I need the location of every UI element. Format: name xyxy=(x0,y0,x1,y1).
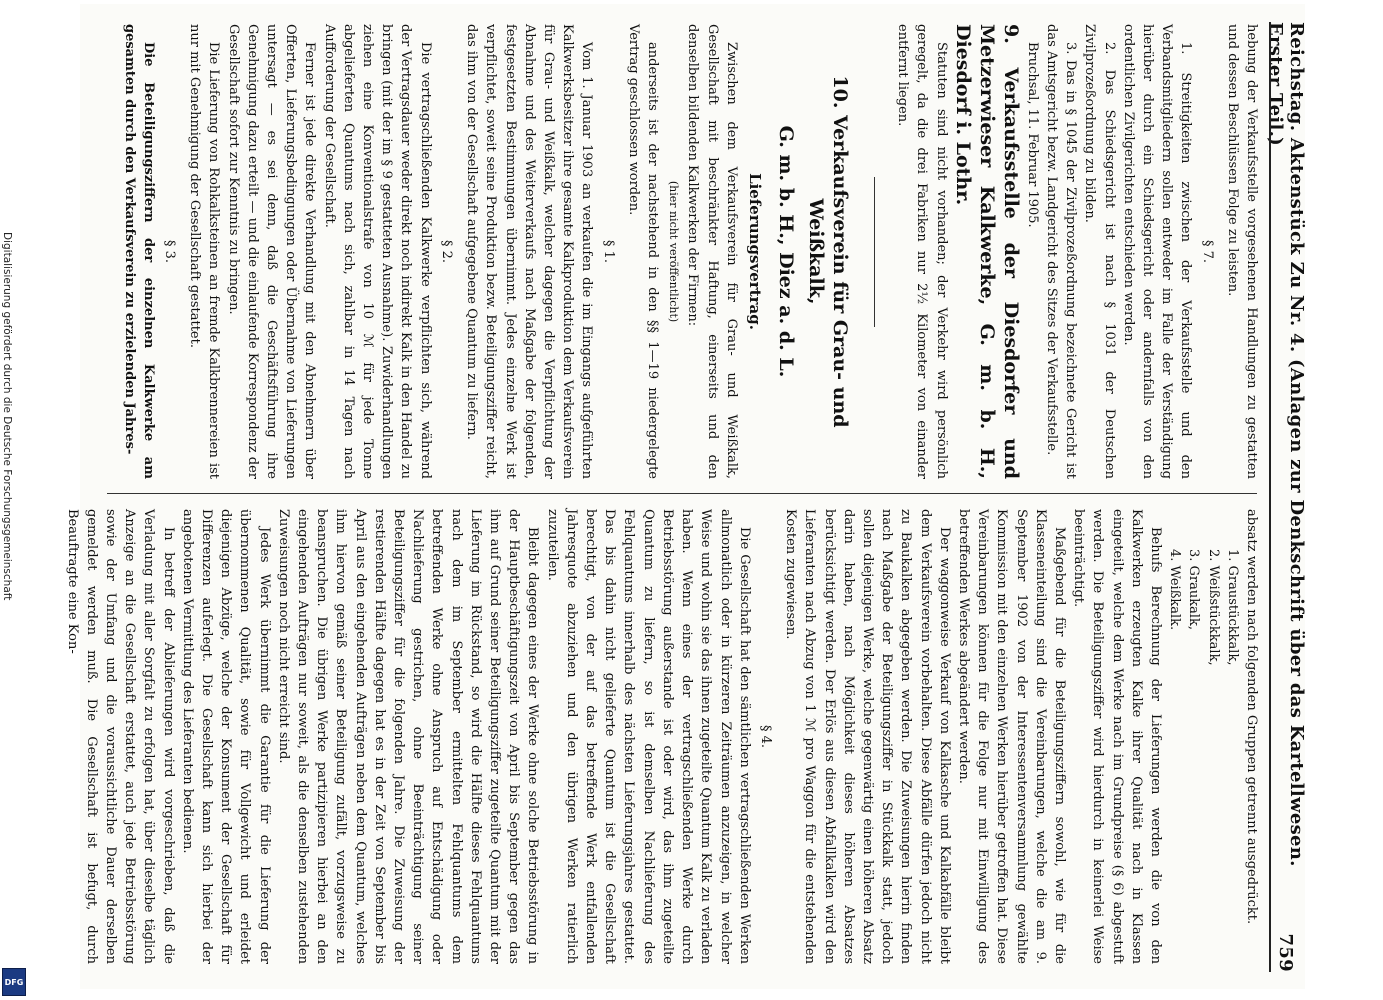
section-heading-7: § 7. xyxy=(1199,239,1215,264)
paragraph-7-1: 1. Streitigkeiten zwischen der Verkaufsstelle und den Verbandsmitgliedern sollen entweder im Falle der Verständigung hierüber durch ein Schiedsgericht oder andernfalls von den ordentlichen Zivilgerichten entschieden werden. xyxy=(1120,24,1194,479)
list-item: 1. Graustückkalk, xyxy=(1224,549,1240,666)
list-item: 4. Weißkalk. xyxy=(1167,549,1183,631)
heading-10-line1: 10. Verkaufsverein für Grau- und Weißkalk, xyxy=(804,75,851,428)
left-column xyxy=(101,24,1261,479)
digitization-footer xyxy=(0,2,28,998)
digitization-credit: Digitalisierung gefördert durch die Deutsche Forschungsgemeinschaft xyxy=(1,232,13,601)
group-list xyxy=(1165,549,1242,964)
list-item: 2. Weißstückkalk, xyxy=(1205,549,1221,666)
page-number: 759 xyxy=(1275,933,1297,972)
paragraph-7-2: 2. Das Schiedsgericht ist nach § 1031 der Deutschen Zivilprozeßordnung zu bilden. xyxy=(1082,24,1117,479)
paragraph-s2-1: Die vertragschließenden Kalkwerke verpflichten sich, während der Vertragsdauer weder direkt noch indirekt Kalk in den Handel zu bringen (mit der im § 9 gestatteten Ausnahme). Zuwiderhandlungen ziehen eine Konventionalstrafe von 10 ℳ für jede Tonne abgelieferten Quantums nach sich, zahlbar in 14 Tagen nach Aufforderung der Gesellschaft. xyxy=(321,24,433,479)
heading-9: 9. Verkaufsstelle der Diesdorfer und Metzerwieser Kalkwerke, G. m. b. H., Diesdorf i. Lothr. xyxy=(951,24,1022,479)
dfg-logo-icon: DFG xyxy=(2,968,26,996)
list-item: 3. Graukalk, xyxy=(1186,549,1202,631)
contract-title: Lieferungsvertrag. xyxy=(745,173,764,330)
signature-date: Bruchsal, 11. Februar 1905. xyxy=(1024,42,1040,228)
paragraph-s2-2: Ferner ist jede direkte Verhandlung mit den Abnehmern über Offerten, Lieferungsbedingungen oder Übernahme von Lieferungen untersagt — es sei denn, daß die Geschäftsführung ihre Genehmigung dazu erteilt — und die einlaufende Korrespondenz der Gesellschaft sofort zur Kenntnis zu bringen. xyxy=(225,24,318,479)
paragraph-s4-1: Die Gesellschaft hat den sämtlichen vertragschließenden Werken allmonatlich oder in kürzeren Zeiträumen anzuzeigen, in welcher Weise und wohin sie das ihnen zugeteilte Quantum Kalk zu verladen haben. Wenn eines der vertragschließenden Werke durch Betriebsstörung außerstande ist oder wird, das ihm zugeteilte Quantum zu liefern, so ist demselben Nachlieferung des Fehlquantums innerhalb des nächsten Lieferungsjahres gestattet. Das bis dahin nicht gelieferte Quantum ist die Gesellschaft berechtigt, von der auf das betreffende Werk entfallenden Jahresquote abzuziehen und den übrigen Werken ratierlich zuzuteilen. xyxy=(544,509,752,964)
paragraph-s4-2: Bleibt dagegen eines der Werke ohne solche Betriebsstörung in der Hauptbeschäftigungszeit von April bis September gegen das ihm auf Grund seiner Beteiligungsziffer zugeteilte Quantum mit der Lieferung im Rückstand, so wird die Hälfte dieses Fehlquantums nach dem im September ermittelten Fehlquantums dem betreffenden Werke ohne Anspruch auf Entschädigung oder Nachlieferung gestrichen, ohne Beeinträchtigung seiner Beteiligungsziffer für die folgenden Jahre. Die Zuweisung der restierenden Hälfte dagegen hat es in der Zeit von September bis April aus den eingehenden Aufträgen neben dem Quantum, welches ihm hiervon gemäß seiner Beteiligung zufällt, vorzugsweise zu beanspruchen. Die übrigen Werke partizipieren hierbei an den eingehenden Aufträgen nur soweit, als die denselben zustehenden Zuweisungen noch nicht erreicht sind. xyxy=(275,509,541,964)
paragraph-s2-3: Die Lieferung von Rohkalksteinen an fremde Kalkbrennereien ist nur mit Genehmigung der Gesellschaft gestattet. xyxy=(187,24,222,479)
paragraph-s1: Vom 1. Januar 1903 an verkaufen die im Eingangs aufgeführten Kalkwerksbesitzer ihre gesamte Kalkproduktion dem Verkaufsverein für Grau- und Weißkalk, welcher dagegen die Verpflichtung der Abnahme und des Weiterverkaufs nach Maßgabe der folgenden, festgesetzten Bestimmungen übernimmt. Jedes einzelne Werk ist verpflichtet, soweit seine Produktion bezw. Beteiligungsziffer reicht, das ihm von der Gesellschaft aufgegebene Quantum zu liefern. xyxy=(464,24,595,479)
intro-paragraph: hebung der Verkaufsstelle vorgesehenen Handlungen zu gestatten und dessen Beschlüssen Folge zu leisten. xyxy=(1224,24,1259,479)
section-heading-1: § 1. xyxy=(600,239,616,264)
right-top-paragraph: absatz werden nach folgenden Gruppen getrennt ausgedrückt. xyxy=(1244,509,1259,925)
header-rule xyxy=(1269,22,1271,972)
section-heading-2: § 2. xyxy=(438,239,454,264)
paragraph-r3: Der waggonweise Verkauf von Kalkasche und Kalkabfälle bleibt dem Verkaufsverein vorbehalten. Diese Abfälle dürfen jedoch nicht zu Baukalken abgegeben werden. Die Zuweisungen hierin finden nach Maßgabe der Beteiligungsziffer in Stückkalk statt, jedoch sollen diejenigen Werke, welche gegenwärtig einen höheren Absatz darin haben, nach Möglichkeit dieses höheren Absatzes berücksichtigt werden. Der Erlös aus diesen Abfallkalken wird den Lieferanten nach Abzug von 1 ℳ pro Waggon für die entstehenden Kosten zugewiesen. xyxy=(783,509,952,964)
paragraph-10-2: anderseits ist der nachstehend in den §§ 1—19 niedergelegte Vertrag geschlossen worden. xyxy=(625,24,660,479)
column-divider xyxy=(107,493,1257,494)
paragraph-s4-4: In betreff der Ablieferungen wird vorgeschrieben, daß die Verladung mit aller Sorgfalt zu erfolgen hat, über dieselbe täglich Anzeige an die Gesellschaft erstattet, auch jede Betriebsstörung sowie der Umfang und die voraussichtliche Dauer derselben gemeldet werden muß. Die Gesellschaft ist befugt, durch Beauftragte eine Kon- xyxy=(64,509,176,964)
unpublished-note: (hier nicht veröffentlicht) xyxy=(667,180,681,323)
paragraph-7-3: 3. Das in § 1045 der Zivilprozeßordnung bezeichnete Gericht ist das Amtsgericht bezw. Landgericht des Sitzes der Verkaufsstelle. xyxy=(1043,24,1079,479)
document-page xyxy=(64,4,1307,989)
paragraph-r1: Behufs Berechnung der Lieferungen werden die von den Kalkwerken erzeugten Kalke ihrer Qualität nach in Klassen eingeteilt, welche dem Werke nach im Grundpreise (§ 6) abgestuft werden. Die Beteiligungsziffer wird hierdurch in keinerlei Weise beeinträchtigt. xyxy=(1071,509,1163,964)
page-header xyxy=(1265,22,1307,972)
paragraph-s3: Die Beteiligungsziffern der einzelnen Kalkwerke am gesamten durch den Verkaufsverein zu erzielenden Jahres- xyxy=(121,24,156,479)
header-title: Reichstag. Aktenstück Zu Nr. 4. (Anlagen zur Denkschrift über das Kartellwesen. Erster Teil.) xyxy=(1265,22,1307,867)
heading-10-line2: G. m. b. H., Diez a. d. L. xyxy=(774,125,797,378)
right-column xyxy=(64,509,1261,964)
paragraph-s4-3: Jedes Werk übernimmt die Garantie für die Lieferung der übernommenen Qualität, sowie für Vollgewicht und erleidet diejenigen Abzüge, welche der Konsument der Gesellschaft für Differenzen auferlegt. Die Gesellschaft kann sich hierbei der angebotenen Vermittlung des Lieferanten bedienen. xyxy=(179,509,272,964)
paragraph-10-1: Zwischen dem Verkaufsverein für Grau- und Weißkalk, Gesellschaft mit beschränkter Haftung, einerseits und den denselben bildenden Kalkwerken der Firmen: xyxy=(685,24,739,479)
paragraph-9: Statuten sind nicht vorhanden; der Verkehr wird persönlich geregelt, da die drei Fabriken nur 2½ Kilometer von einander entfernt liegen. xyxy=(895,24,949,479)
section-heading-4: § 4. xyxy=(757,724,773,749)
separator-rule xyxy=(874,177,875,327)
paragraph-r2: Maßgebend für die Beteiligungsziffern sowohl, wie für die Klasseneinteilung sind die Vereinbarungen, welche die am 9. September 1902 von der Interessentenversammlung gewählte Kommission mit den einzelnen Werken hierüber getroffen hat. Diese Vereinbarungen können für die Folge nur mit Einwilligung des betreffenden Werkes abgeändert werden. xyxy=(955,509,1067,964)
section-heading-3: § 3. xyxy=(162,239,178,264)
